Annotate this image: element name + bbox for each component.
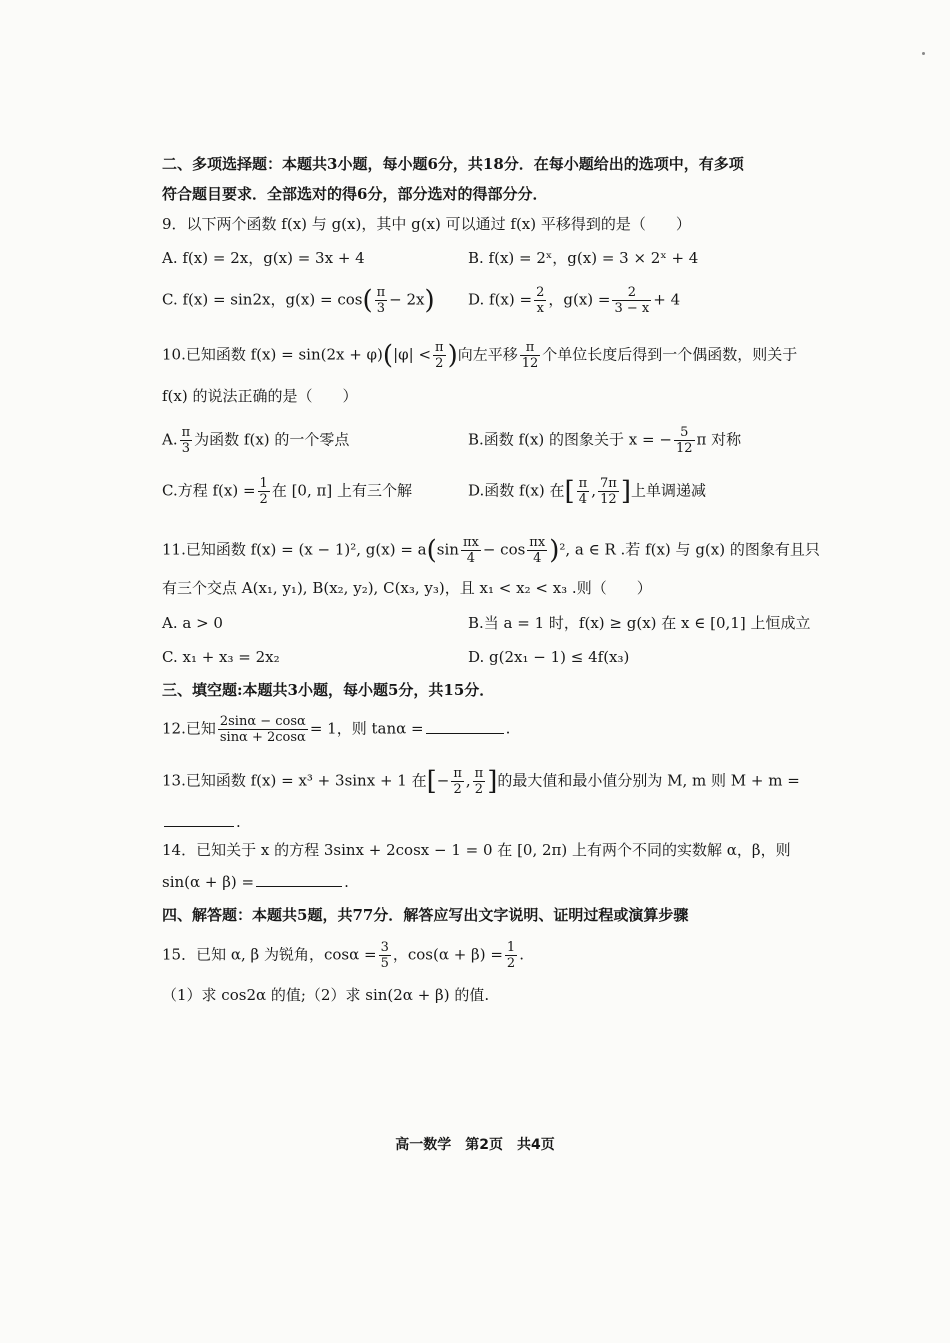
q12-answer-blank[interactable]: [426, 719, 504, 734]
q10-mid: 向左平移: [457, 345, 518, 364]
q10-a-frac: $\frac{\pi}{3}$: [181, 425, 191, 456]
q9-option-c: C. f(x) = sin2x，g(x) = cos( $\frac{\pi}{3}$ − 2x): [162, 285, 435, 316]
q10-d-frac1: $\frac{\pi}{4}$: [578, 476, 588, 507]
q10-c-frac: $\frac{1}{2}$: [259, 476, 268, 507]
q9-d-frac1: $\frac{2}{x}$: [536, 285, 545, 316]
q11-frac1: $\frac{\pi x}{4}$: [462, 535, 479, 566]
q11-stem-line2: 有三个交点 A(x₁, y₁), B(x₂, y₂), C(x₃, y₃)，且 x₁ < x₂ < x₃ .则（ ）: [162, 579, 652, 597]
q11-post: ², a ∈ R .若 f(x) 与 g(x) 的图象有且只: [559, 540, 820, 559]
q10-d-pre: D.函数 f(x) 在: [468, 481, 565, 500]
page-footer: 高一数学 第2页 共4页: [395, 1137, 555, 1153]
q10-pre: 10.已知函数 f(x) = sin(2x + φ): [162, 345, 383, 364]
q10-d-post: 上单调递减: [630, 481, 706, 500]
q14-answer-blank[interactable]: [256, 872, 342, 887]
q15-post: .: [519, 945, 524, 964]
scan-speck: [922, 52, 925, 55]
q15-pre: 15．已知 α, β 为锐角，cosα =: [162, 945, 377, 964]
q10-option-b: [468, 425, 741, 456]
q11-option-a: A. a > 0: [162, 614, 223, 632]
q11-pre: 11.已知函数 f(x) = (x − 1)², g(x) = a: [162, 540, 427, 559]
q12-pre: 12.已知: [162, 719, 216, 738]
q12: [162, 714, 510, 745]
q10-cond-pre: |φ| <: [393, 345, 432, 364]
q10-cond-frac: $\frac{\pi}{2}$: [435, 340, 444, 371]
q13-post2: .: [236, 813, 241, 831]
section-4-heading: 四、解答题：本题共5题，共77分．解答应写出文字说明、证明过程或演算步骤: [162, 906, 689, 924]
q10-c-pre: C.方程 f(x) =: [162, 481, 256, 500]
q9-stem: 9．以下两个函数 f(x) 与 g(x)，其中 g(x) 可以通过 f(x) 平移得到的是（ ）: [162, 215, 691, 233]
q12-mid: = 1，则 tanα =: [309, 719, 424, 738]
q14-line1: 14．已知关于 x 的方程 3sinx + 2cosx − 1 = 0 在 [0, 2π) 上有两个不同的实数解 α，β，则: [162, 841, 791, 859]
q14-post: .: [344, 873, 349, 891]
q11-cos: − cos: [482, 540, 526, 559]
q13-line1: 13.已知函数 f(x) = x³ + 3sinx + 1 在[− $\frac{\pi}{2}$ , $\frac{\pi}{2}$ ]的最大值和最小值分别为 M, m 则 M + m =: [162, 766, 800, 797]
section-2-heading-line2: 符合题目要求．全部选对的得6分，部分选对的得部分分．: [162, 185, 548, 203]
q11-stem-line1: 11.已知函数 f(x) = (x − 1)², g(x) = a(sin $\frac{\pi x}{4}$ − cos $\frac{\pi x}{4}$ )², a ∈ R .若 f(x) 与 g(x) 的图象有且只: [162, 535, 820, 566]
q9-d-frac2: $\frac{2}{3 - x}$: [614, 285, 650, 316]
q13-line2: [162, 812, 241, 832]
q15-line1: [162, 940, 524, 971]
q10-a-pre: A.: [162, 430, 178, 449]
q10-option-c: [162, 476, 412, 507]
q10-b-post: π 对称: [696, 430, 742, 449]
q11-option-b: B.当 a = 1 时，f(x) ≥ g(x) 在 x ∈ [0,1] 上恒成立: [468, 614, 811, 632]
q13-frac2: $\frac{\pi}{2}$: [474, 766, 484, 797]
q13-pre: 13.已知函数 f(x) = x³ + 3sinx + 1 在: [162, 771, 427, 790]
q10-shift-frac: $\frac{\pi}{12}$: [521, 340, 539, 371]
q10-a-post: 为函数 f(x) 的一个零点: [194, 430, 350, 449]
q9-c-frac: $\frac{\pi}{3}$: [376, 285, 386, 316]
q10-stem-line1: 10.已知函数 f(x) = sin(2x + φ)(|φ| < $\frac{\pi}{2}$ )向左平移 $\frac{\pi}{12}$ 个单位长度后得到一个偶函数，则关于: [162, 340, 798, 371]
q9-option-a: A. f(x) = 2x，g(x) = 3x + 4: [162, 249, 365, 267]
q14-line2: [162, 872, 349, 892]
q9-c-pre: C. f(x) = sin2x，g(x) = cos: [162, 290, 363, 309]
q12-post: .: [505, 719, 511, 738]
q10-option-d: D.函数 f(x) 在[ $\frac{\pi}{4}$ , $\frac{7\pi}{12}$ ]上单调递减: [468, 476, 706, 507]
q13-frac1: $\frac{\pi}{2}$: [453, 766, 462, 797]
q15-line2: （1）求 cos2α 的值;（2）求 sin(2α + β) 的值.: [162, 986, 490, 1004]
section-2-heading-line1: 二、多项选择题：本题共3小题，每小题6分，共18分．在每小题给出的选项中，有多项: [162, 155, 744, 173]
q10-b-pre: B.函数 f(x) 的图象关于 x = −: [468, 430, 672, 449]
q10-b-frac: $\frac{5}{12}$: [675, 425, 693, 456]
q14-pre: sin(α + β) =: [162, 873, 255, 891]
q11-option-d: D. g(2x₁ − 1) ≤ 4f(x₃): [468, 648, 630, 666]
section-3-heading: 三、填空题:本题共3小题，每小题5分，共15分．: [162, 681, 495, 699]
q9-d-pre: D. f(x) =: [468, 290, 533, 309]
q10-stem-line2: f(x) 的说法正确的是（ ）: [162, 387, 358, 405]
q13-answer-blank[interactable]: [164, 812, 234, 827]
q9-c-post: − 2x: [389, 290, 425, 309]
q9-d-mid: ，g(x) =: [548, 290, 611, 309]
q9-option-b: B. f(x) = 2ˣ，g(x) = 3 × 2ˣ + 4: [468, 249, 699, 267]
q12-frac: $\frac{2\sin\alpha - \cos\alpha}{\sin\alpha + 2\cos\alpha}$: [219, 714, 306, 745]
q10-c-post: 在 [0, π] 上有三个解: [271, 481, 412, 500]
q10-option-a: [162, 425, 349, 456]
q13-post: 的最大值和最小值分别为 M, m 则 M + m =: [497, 771, 800, 790]
q10-post: 个单位长度后得到一个偶函数，则关于: [542, 345, 798, 364]
q9-d-post: + 4: [653, 290, 681, 309]
q11-option-c: C. x₁ + x₃ = 2x₂: [162, 648, 280, 666]
q11-sin: sin: [436, 540, 459, 559]
q15-frac1: $\frac{3}{5}$: [380, 940, 389, 971]
q10-d-frac2: $\frac{7\pi}{12}$: [600, 476, 617, 507]
q15-frac2: $\frac{1}{2}$: [506, 940, 516, 971]
q15-mid: ，cos(α + β) =: [392, 945, 503, 964]
q9-option-d: [468, 285, 680, 316]
q11-frac2: $\frac{\pi x}{4}$: [529, 535, 546, 566]
